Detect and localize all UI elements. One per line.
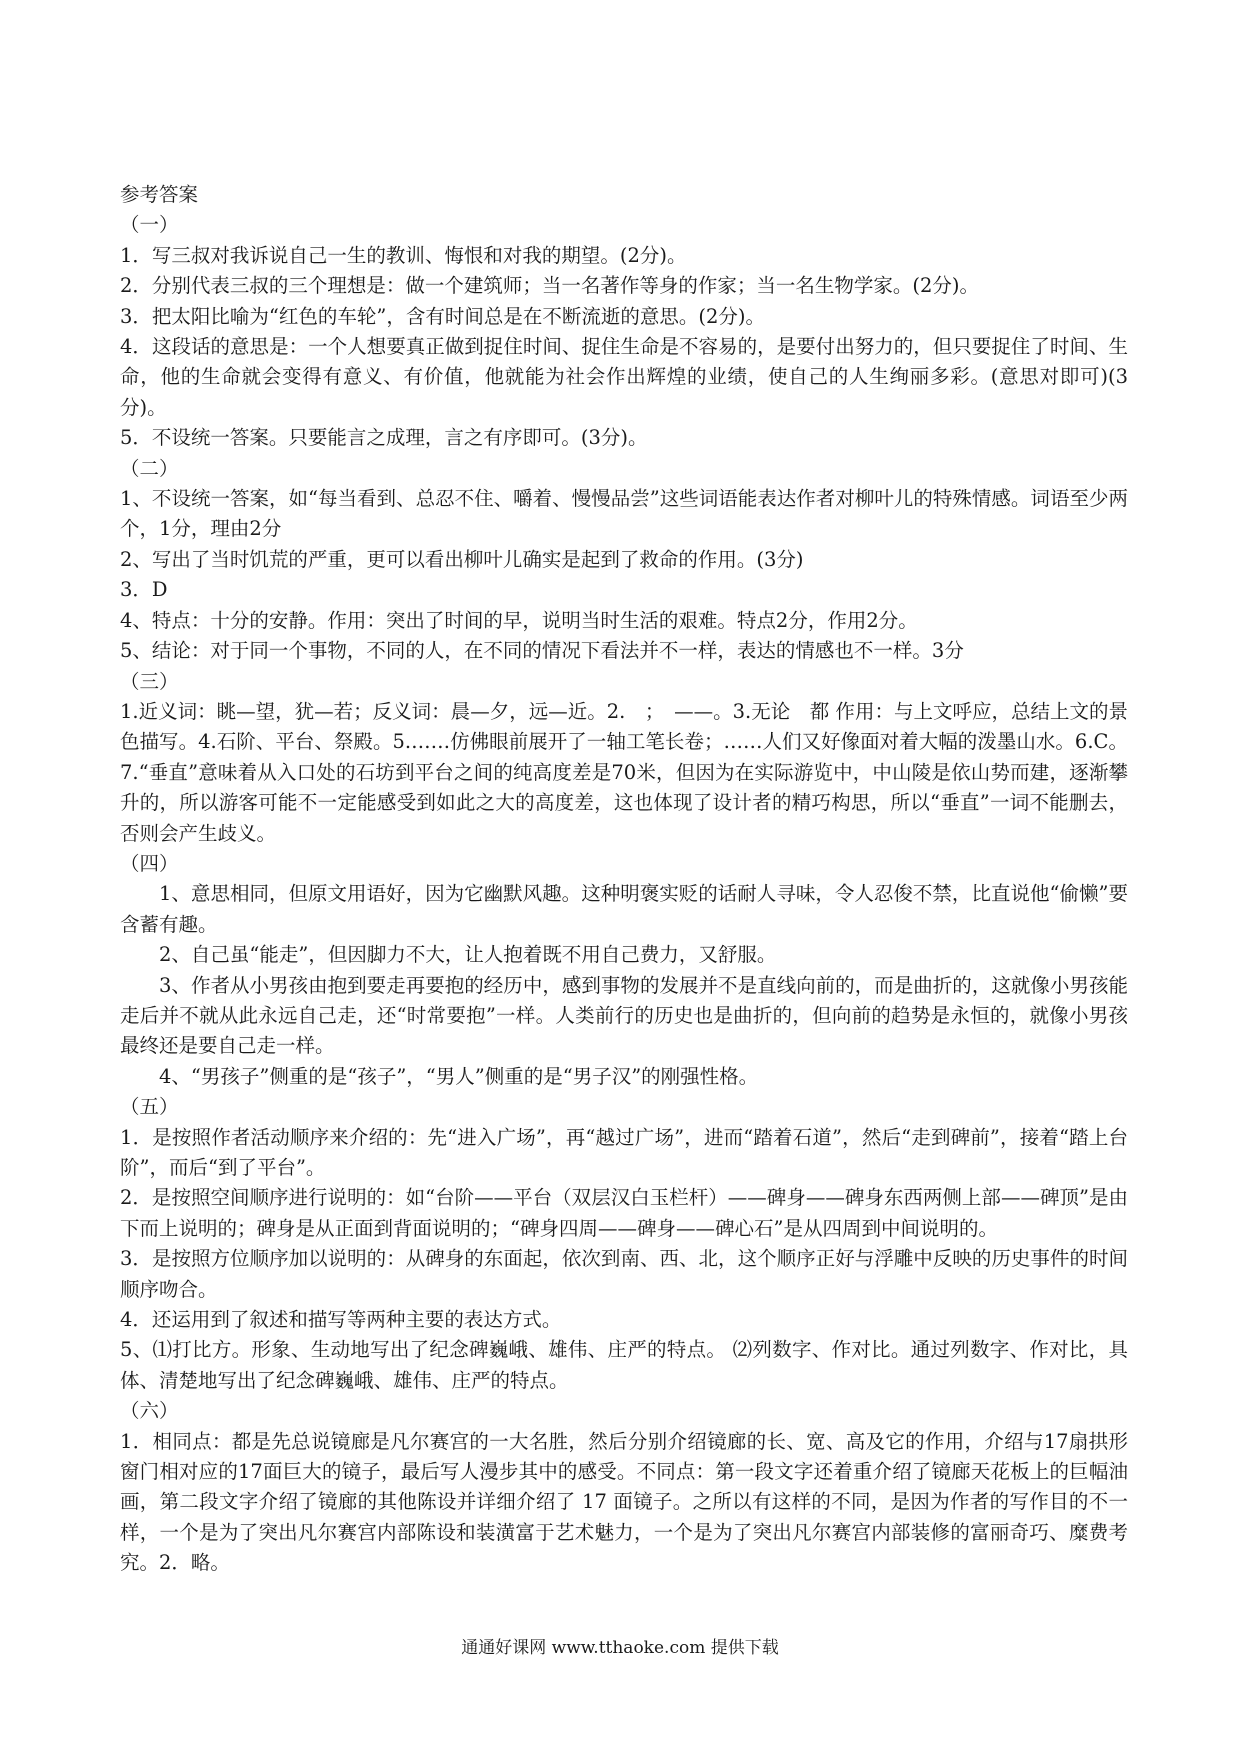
section-3-heading: （三）: [120, 669, 179, 693]
section-2-item-3: 3．D: [120, 578, 168, 602]
answer-document: [120, 180, 1128, 1579]
section-1-item-5: 5．不设统一答案。只要能言之成理，言之有序即可。(3分)。: [120, 426, 648, 450]
section-2-heading: （二）: [120, 456, 179, 480]
section-1-item-4: 4．这段话的意思是：一个人想要真正做到捉住时间、捉住生命是不容易的，是要付出努力的，但只要捉住了时间、生命，他的生命就会变得有意义、有价值，他就能为社会作出辉煌的业绩，使自己的人生绚丽多彩。(意思对即可)(3分)。: [120, 335, 1128, 419]
section-1-item-2: 2．分别代表三叔的三个理想是：做一个建筑师；当一名著作等身的作家；当一名生物学家。(2分)。: [120, 274, 980, 298]
section-5-item-3: 3．是按照方位顺序加以说明的：从碑身的东面起，依次到南、西、北，这个顺序正好与浮雕中反映的历史事件的时间顺序吻合。: [120, 1247, 1128, 1301]
section-5-item-4: 4．还运用到了叙述和描写等两种主要的表达方式。: [120, 1308, 562, 1332]
section-4-item-3: 3、作者从小男孩由抱到要走再要抱的经历中，感到事物的发展并不是直线向前的，而是曲折的，这就像小男孩能走后并不就从此永远自己走，还“时常要抱”一样。人类前行的历史也是曲折的，但向前的趋势是永恒的，就像小男孩最终还是要自己走一样。: [120, 973, 1128, 1058]
section-2-item-4: 4、特点：十分的安静。作用：突出了时间的早，说明当时生活的艰难。特点2分，作用2分。: [120, 608, 918, 632]
document-title: 参考答案: [120, 183, 199, 206]
section-4-heading: （四）: [120, 851, 179, 875]
section-2-item-1: 1、不设统一答案，如“每当看到、总忍不住、嚼着、慢慢品尝”这些词语能表达作者对柳叶儿的特殊情感。词语至少两个，1分，理由2分: [120, 487, 1128, 541]
section-4-item-1: 1、意思相同，但原文用语好，因为它幽默风趣。这种明褒实贬的话耐人寻味，令人忍俊不禁，比直说他“偷懒”要含蓄有趣。: [120, 882, 1128, 936]
section-3-item-1: 1.近义词：眺—望，犹—若；反义词：晨—夕，远—近。2. ； ——。3.无论 都 作用：与上文呼应，总结上文的景色描写。4.石阶、平台、祭殿。5.……仿佛眼前展开了一轴工笔长卷；……人们又好像面对着大幅的泼墨山水。6.C。7.“垂直”意味着从入口处的石坊到平台之间的纯高度差是70米，但因为在实际游览中，中山陵是依山势而建，逐渐攀升的，所以游客可能不一定能感受到如此之大的高度差，这也体现了设计者的精巧构思，所以“垂直”一词不能删去，否则会产生歧义。: [120, 699, 1128, 845]
section-5-item-2: 2．是按照空间顺序进行说明的：如“台阶——平台（双层汉白玉栏杆）——碑身——碑身东西两侧上部——碑顶”是由下而上说明的；碑身是从正面到背面说明的；“碑身四周——碑身——碑心石”是从四周到中间说明的。: [120, 1186, 1128, 1240]
section-5-item-1: 1．是按照作者活动顺序来介绍的：先“进入广场”，再“越过广场”，进而“踏着石道”，然后“走到碑前”，接着“踏上台阶”，而后“到了平台”。: [120, 1125, 1128, 1179]
page-footer: 通通好课网 www.tthaoke.com 提供下载: [461, 1638, 779, 1658]
section-1-heading: （一）: [120, 213, 179, 237]
section-1-item-3: 3．把太阳比喻为“红色的车轮”，含有时间总是在不断流逝的意思。(2分)。: [120, 304, 765, 328]
section-4-item-2: 2、自己虽“能走”，但因脚力不大，让人抱着既不用自己费力，又舒服。: [159, 943, 777, 967]
section-6-heading: （六）: [120, 1399, 179, 1423]
section-4-item-4: 4、“男孩子”侧重的是“孩子”，“男人”侧重的是“男子汉”的刚强性格。: [159, 1064, 759, 1088]
section-5-heading: （五）: [120, 1095, 179, 1119]
section-2-item-5: 5、结论：对于同一个事物，不同的人，在不同的情况下看法并不一样，表达的情感也不一样。3分: [120, 639, 964, 663]
section-6-item-1: 1．相同点：都是先总说镜廊是凡尔赛宫的一大名胜，然后分别介绍镜廊的长、宽、高及它的作用，介绍与17扇拱形窗门相对应的17面巨大的镜子，最后写人漫步其中的感受。不同点：第一段文字还着重介绍了镜廊天花板上的巨幅油画，第二段文字介绍了镜廊的其他陈设并详细介绍了 17 面镜子。之所以有这样的不同，是因为作者的写作目的不一样，一个是为了突出凡尔赛宫内部陈设和装潢富于艺术魅力，一个是为了突出凡尔赛宫内部装修的富丽奇巧、糜费考究。2．略。: [120, 1429, 1128, 1575]
section-1-item-1: 1．写三叔对我诉说自己一生的教训、悔恨和对我的期望。(2分)。: [120, 243, 687, 267]
section-2-item-2: 2、写出了当时饥荒的严重，更可以看出柳叶儿确实是起到了救命的作用。(3分): [120, 547, 804, 571]
section-5-item-5: 5、⑴打比方。形象、生动地写出了纪念碑巍峨、雄伟、庄严的特点。 ⑵列数字、作对比。通过列数字、作对比，具体、清楚地写出了纪念碑巍峨、雄伟、庄严的特点。: [120, 1338, 1128, 1392]
